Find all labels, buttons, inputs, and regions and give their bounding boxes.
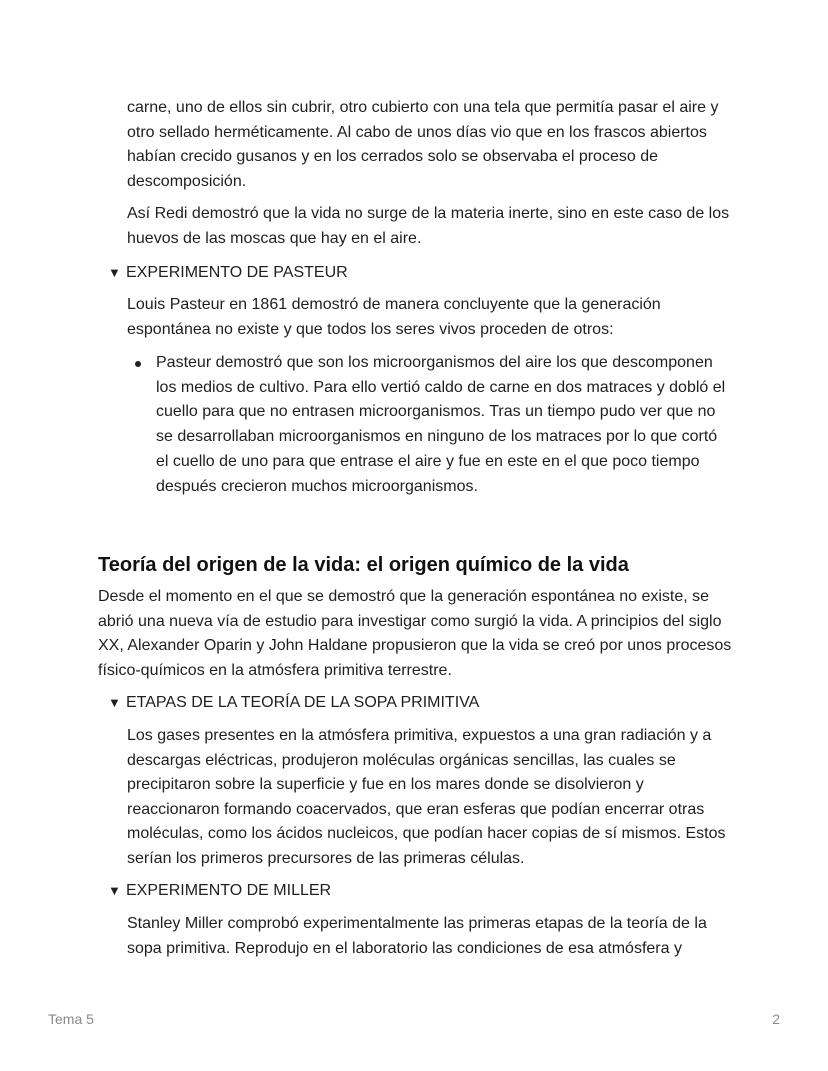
toggle-label: ETAPAS DE LA TEORÍA DE LA SOPA PRIMITIVA (126, 694, 480, 711)
redi-paragraph-2: Así Redi demostró que la vida no surge de la materia inerte, sino en este caso de los huevos de las moscas que hay en el aire. (127, 205, 730, 247)
sopa-paragraph: Los gases presentes en la atmósfera primitiva, expuestos a una gran radiación y a descargas eléctricas, produjeron moléculas orgánicas sencillas, las cuales se precipitaron sobre la superficie y fue en los mares donde se disolvieron y reaccionaron formando coacervados, que eran esferas que podían encerrar otras moléculas, como los ácidos nucleicos, que podían hacer copias de sí mismos. Estos serían los primeros precursores de las primeras células. (127, 727, 726, 867)
pasteur-paragraph: Louis Pasteur en 1861 demostró de manera concluyente que la generación espontánea no existe y que todos los seres vivos proceden de otros: (127, 296, 661, 338)
list-item (135, 351, 735, 501)
toggle-label: EXPERIMENTO DE PASTEUR (126, 264, 348, 281)
triangle-down-icon[interactable]: ▼ (108, 695, 121, 710)
toggle-sopa-primitiva[interactable] (108, 692, 479, 714)
toggle-experimento-pasteur[interactable] (108, 262, 348, 284)
pasteur-bullet-text: Pasteur demostró que son los microorganismos del aire los que descomponen los medios de cultivo. Para ello vertió caldo de carne en dos matraces y dobló el cuello para que no entrasen microorganismos. Tras un tiempo pudo ver que no se desarrollaban microorganismos en ninguno de los matraces por lo que cortó el cuello de uno para que entrase el aire y fue en este en el que poco tiempo después crecieron muchos microorganismos. (156, 354, 726, 495)
toggle-label: EXPERIMENTO DE MILLER (126, 882, 332, 899)
triangle-down-icon[interactable]: ▼ (108, 883, 121, 898)
bullet-icon (135, 361, 141, 367)
section-intro: Desde el momento en el que se demostró que la generación espontánea no existe, se abrió una nueva vía de estudio para investigar como surgió la vida. A principios del siglo XX, Alexander Oparin y John Haldane propusieron que la vida se creó por unos procesos físico-químicos en la atmósfera primitiva terrestre. (98, 588, 732, 679)
page-number: 2 (772, 1011, 780, 1027)
toggle-experimento-miller[interactable] (108, 880, 331, 902)
redi-paragraph-1: carne, uno de ellos sin cubrir, otro cubierto con una tela que permitía pasar el aire y otro sellado herméticamente. Al cabo de unos días vio que en los frascos abiertos habían crecido gusanos y en los cerrados solo se observaba el proceso de descomposición. (127, 99, 719, 190)
section-heading: Teoría del origen de la vida: el origen químico de la vida (98, 554, 629, 576)
triangle-down-icon[interactable]: ▼ (108, 265, 121, 280)
footer-title: Tema 5 (48, 1011, 94, 1027)
miller-paragraph: Stanley Miller comprobó experimentalmente las primeras etapas de la teoría de la sopa primitiva. Reprodujo en el laboratorio las condiciones de esa atmósfera y (127, 915, 707, 957)
